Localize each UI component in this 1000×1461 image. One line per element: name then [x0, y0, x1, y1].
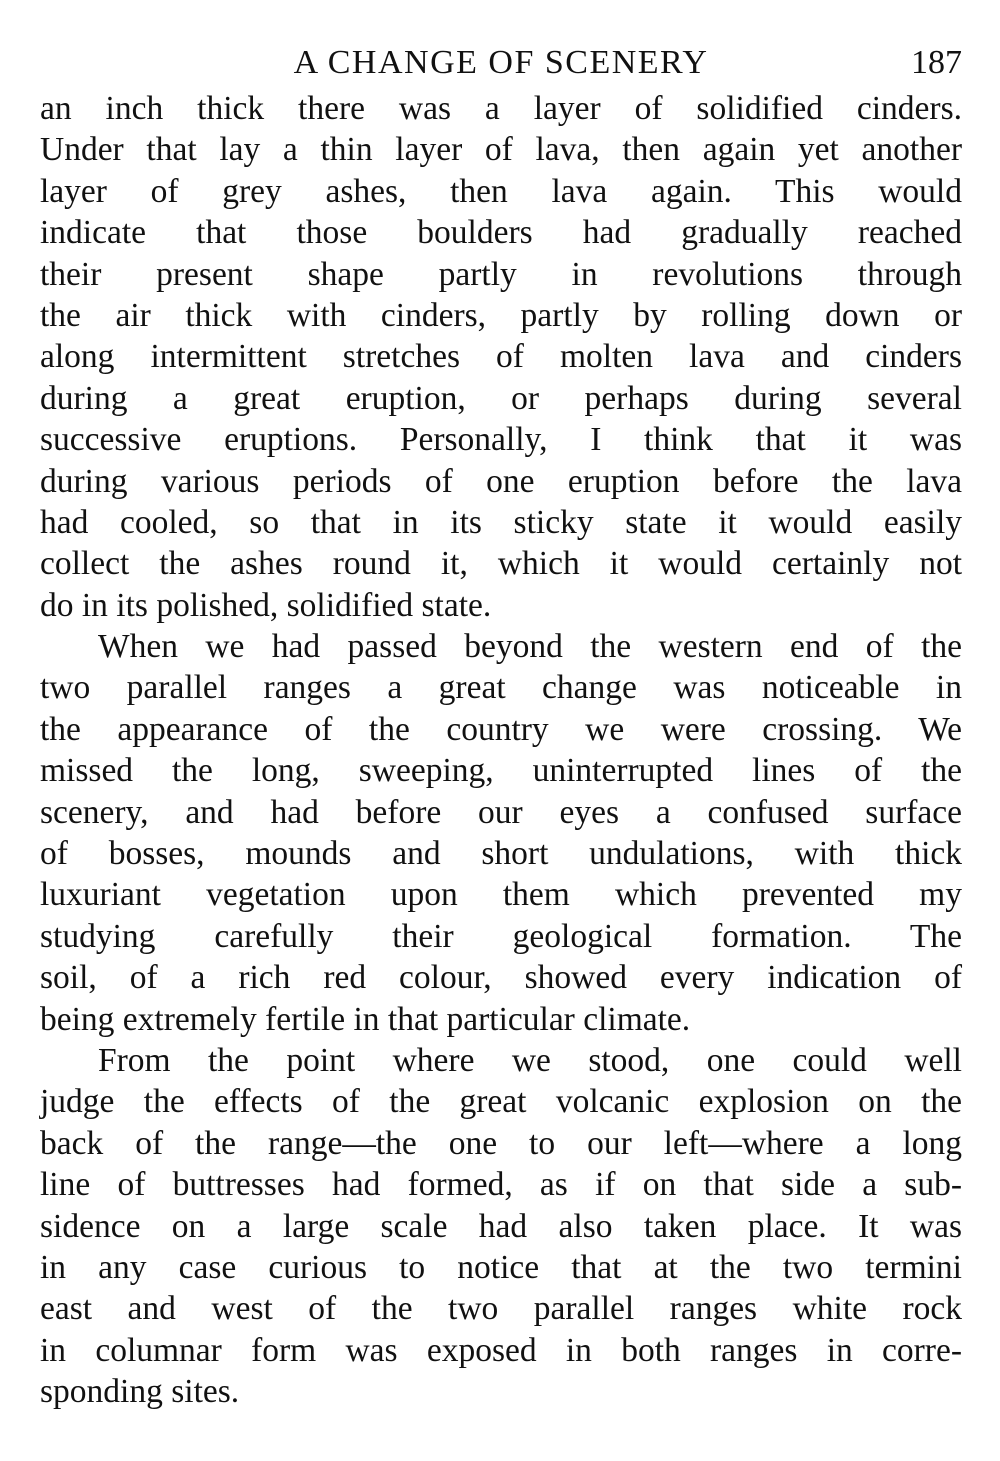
- text-line: during various periods of one eruption before the lava: [40, 462, 962, 500]
- text-line: Under that lay a thin layer of lava, then again yet another: [40, 131, 962, 169]
- text-line: two parallel ranges a great change was noticeable in: [40, 669, 962, 707]
- text-line: in columnar form was exposed in both ranges in corre-: [40, 1331, 962, 1369]
- text-line: soil, of a rich red colour, showed every indication of: [40, 959, 962, 997]
- text-line: had cooled, so that in its sticky state it would easily: [40, 503, 962, 541]
- text-line: back of the range—the one to our left—where a long: [40, 1124, 962, 1162]
- running-header: [40, 38, 962, 88]
- text-line: east and west of the two parallel ranges white rock: [40, 1290, 962, 1328]
- book-page: [40, 38, 962, 1413]
- body-text: [40, 88, 962, 1413]
- text-line: indicate that those boulders had gradually reached: [40, 214, 962, 252]
- text-line: collect the ashes round it, which it would certainly not: [40, 545, 962, 583]
- text-line: their present shape partly in revolutions through: [40, 255, 962, 293]
- text-line: When we had passed beyond the western end of the: [98, 628, 962, 666]
- text-line: do in its polished, solidified state.: [40, 586, 492, 624]
- text-line: being extremely fertile in that particular climate.: [40, 1000, 691, 1038]
- text-line: judge the effects of the great volcanic explosion on the: [40, 1083, 962, 1121]
- text-line: successive eruptions. Personally, I think that it was: [40, 421, 962, 459]
- text-line: sponding sites.: [40, 1373, 240, 1411]
- paragraph-3: [40, 1040, 962, 1413]
- text-line: studying carefully their geological formation. The: [40, 917, 962, 955]
- text-line: sidence on a large scale had also taken place. It was: [40, 1207, 962, 1245]
- text-line: From the point where we stood, one could well: [98, 1041, 962, 1079]
- paragraph-2: [40, 626, 962, 1040]
- paragraph-1: [40, 88, 962, 626]
- text-line: during a great eruption, or perhaps during several: [40, 379, 962, 417]
- text-line: along intermittent stretches of molten lava and cinders: [40, 338, 962, 376]
- text-line: missed the long, sweeping, uninterrupted lines of the: [40, 752, 962, 790]
- text-line: the appearance of the country we were crossing. We: [40, 710, 962, 748]
- text-line: layer of grey ashes, then lava again. This would: [40, 172, 962, 210]
- text-line: line of buttresses had formed, as if on that side a sub-: [40, 1166, 962, 1204]
- text-line: scenery, and had before our eyes a confused surface: [40, 793, 962, 831]
- page-number: 187: [911, 44, 962, 81]
- text-line: in any case curious to notice that at the two termini: [40, 1248, 962, 1286]
- text-line: an inch thick there was a layer of solidified cinders.: [40, 90, 962, 127]
- chapter-running-title: A CHANGE OF SCENERY: [293, 44, 709, 81]
- text-line: luxuriant vegetation upon them which prevented my: [40, 876, 962, 914]
- text-line: the air thick with cinders, partly by rolling down or: [40, 296, 962, 334]
- text-line: of bosses, mounds and short undulations, with thick: [40, 835, 962, 873]
